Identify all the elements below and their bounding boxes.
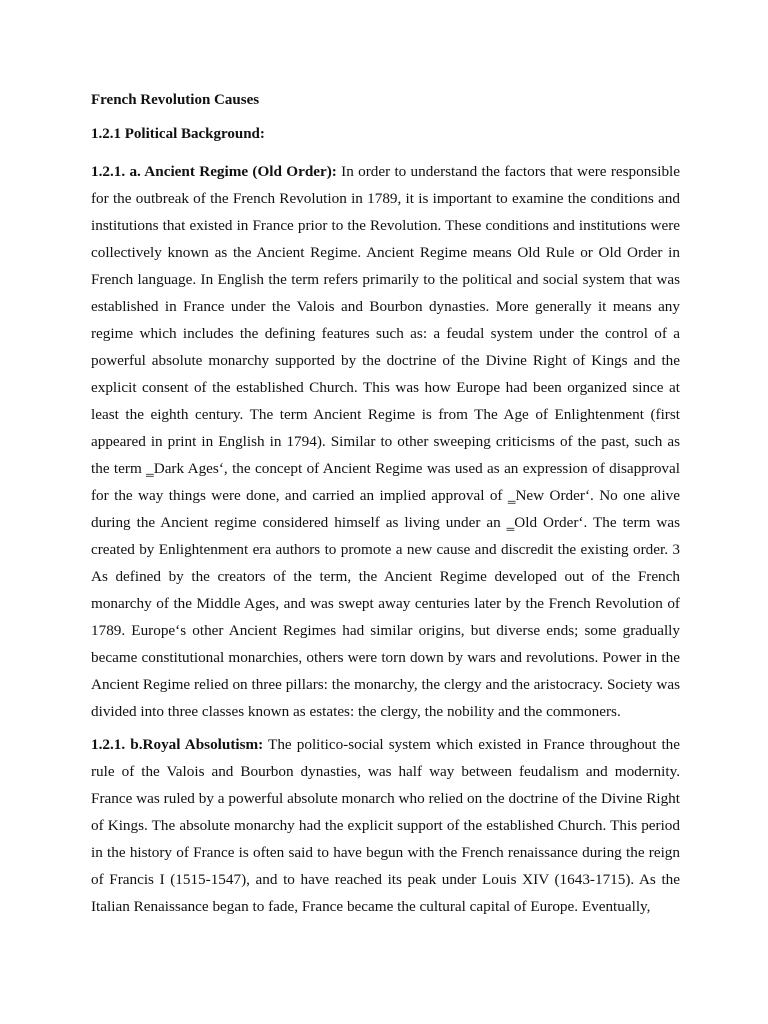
paragraph-ancient-regime xyxy=(91,158,680,725)
paragraph-lead: 1.2.1. b.Royal Absolutism: xyxy=(91,736,264,753)
document-title: French Revolution Causes xyxy=(91,92,260,108)
paragraph-lead: 1.2.1. a. Ancient Regime (Old Order): xyxy=(91,163,337,180)
paragraph-text: The politico-social system which existed in France throughout the rule of the Valois and Bourbon dynasties, was half way between feudalism and modernity. France was ruled by a powerful absolute monarch who relied on the doctrine of the Divine Right of Kings. The absolute monarchy had the explicit support of the established Church. This period in the history of France is often said to have begun with the French renaissance during the reign of Francis I (1515-1547), and to have reached its peak under Louis XIV (1643-1715). As the Italian Renaissance began to fade, France became the cultural capital of Europe. Eventually, xyxy=(91,736,681,915)
paragraph-royal-absolutism xyxy=(91,731,680,920)
paragraph-text: In order to understand the factors that were responsible for the outbreak of the French Revolution in 1789, it is important to examine the conditions and institutions that existed in France prior to the Revolution. These conditions and institutions were collectively known as the Ancient Regime. Ancient Regime means Old Rule or Old Order in French language. In English the term refers primarily to the political and social system that was established in France under the Valois and Bourbon dynasties. More generally it means any regime which includes the defining features such as: a feudal system under the control of a powerful absolute monarchy supported by the doctrine of the Divine Right of Kings and the explicit consent of the established Church. This was how Europe had been organized since at least the eighth century. The term Ancient Regime is from The Age of Enlightenment (first appeared in print in English in 1794). Similar to other sweeping criticisms of the past, such as the term ‗Dark Ages‘, the concept of Ancient Regime was used as an expression of disapproval for the way things were done, and carried an implied approval of ‗New Order‘. No one alive during the Ancient regime considered himself as living under an ‗Old Order‘. The term was created by Enlightenment era authors to promote a new cause and discredit the existing order. 3 As defined by the creators of the term, the Ancient Regime developed out of the French monarchy of the Middle Ages, and was swept away centuries later by the French Revolution of 1789. Europe‘s other Ancient Regimes had similar origins, but diverse ends; some gradually became constitutional monarchies, others were torn down by wars and revolutions. Power in the Ancient Regime relied on three pillars: the monarchy, the clergy and the aristocracy. Society was divided into three classes known as estates: the clergy, the nobility and the commoners. xyxy=(91,163,680,720)
section-heading: 1.2.1 Political Background: xyxy=(91,126,265,142)
